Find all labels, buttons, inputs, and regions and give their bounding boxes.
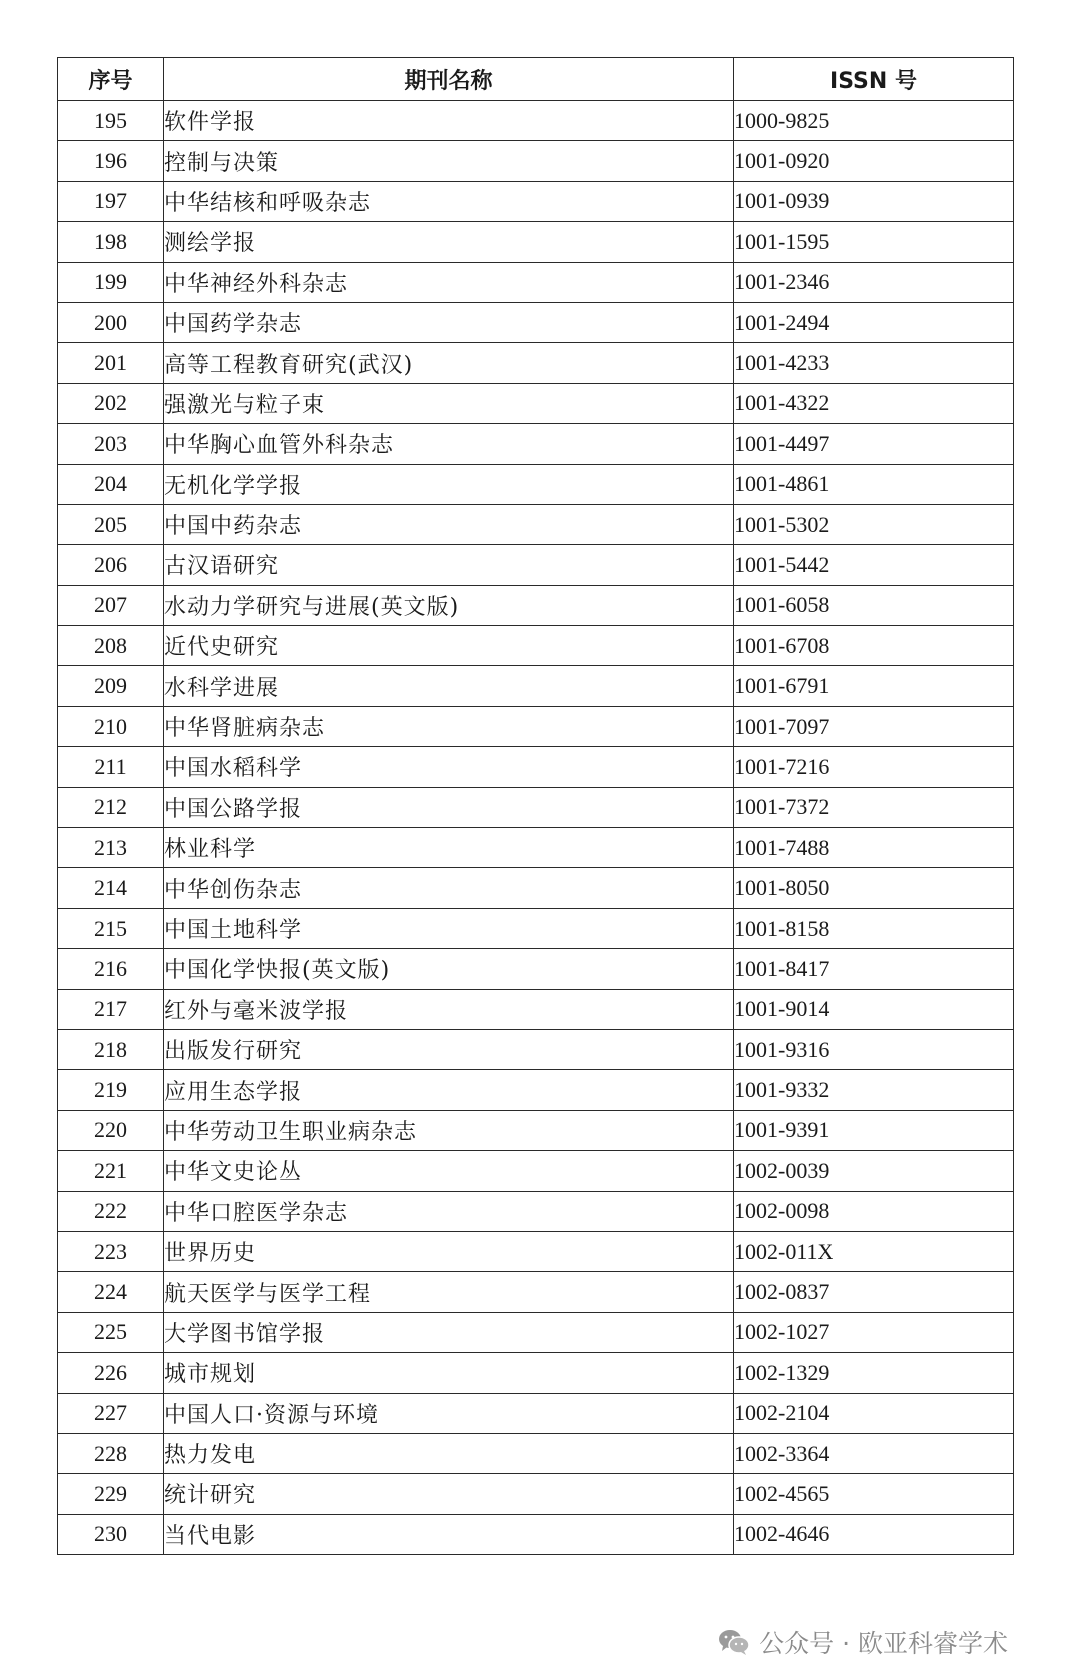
table-row: [58, 666, 1014, 706]
table-row: [58, 908, 1014, 948]
table-row: [58, 1514, 1014, 1554]
cell-serial-number: 203: [58, 424, 164, 464]
cell-journal-name: 中华创伤杂志: [164, 868, 734, 908]
cell-serial-number: 199: [58, 262, 164, 302]
cell-issn: 1001-8417: [734, 949, 1014, 989]
cell-serial-number: 222: [58, 1191, 164, 1231]
wechat-icon: [717, 1628, 751, 1656]
cell-issn: 1002-0098: [734, 1191, 1014, 1231]
cell-serial-number: 227: [58, 1393, 164, 1433]
cell-journal-name: 高等工程教育研究(武汉): [164, 343, 734, 383]
cell-serial-number: 207: [58, 585, 164, 625]
table-row: [58, 1110, 1014, 1150]
table-row: [58, 868, 1014, 908]
table-row: [58, 262, 1014, 302]
header-issn: ISSN 号: [734, 58, 1014, 101]
cell-serial-number: 221: [58, 1151, 164, 1191]
cell-serial-number: 213: [58, 828, 164, 868]
table-row: [58, 464, 1014, 504]
cell-issn: 1001-6791: [734, 666, 1014, 706]
table-row: [58, 1312, 1014, 1352]
cell-serial-number: 214: [58, 868, 164, 908]
table-row: [58, 141, 1014, 181]
table-row: [58, 1433, 1014, 1473]
cell-journal-name: 中华结核和呼吸杂志: [164, 181, 734, 221]
table-row: [58, 949, 1014, 989]
cell-serial-number: 212: [58, 787, 164, 827]
table-row: [58, 1474, 1014, 1514]
table-row: [58, 989, 1014, 1029]
table-row: [58, 626, 1014, 666]
table-row: [58, 222, 1014, 262]
cell-journal-name: 中华劳动卫生职业病杂志: [164, 1110, 734, 1150]
cell-journal-name: 中华胸心血管外科杂志: [164, 424, 734, 464]
table-row: [58, 424, 1014, 464]
cell-issn: 1001-8050: [734, 868, 1014, 908]
table-row: [58, 1393, 1014, 1433]
cell-serial-number: 220: [58, 1110, 164, 1150]
header-journal-name: 期刊名称: [164, 58, 734, 101]
cell-serial-number: 228: [58, 1433, 164, 1473]
cell-serial-number: 195: [58, 101, 164, 141]
cell-journal-name: 林业科学: [164, 828, 734, 868]
cell-journal-name: 水动力学研究与进展(英文版): [164, 585, 734, 625]
cell-issn: 1001-2346: [734, 262, 1014, 302]
cell-issn: 1001-5302: [734, 504, 1014, 544]
cell-serial-number: 217: [58, 989, 164, 1029]
cell-journal-name: 中国土地科学: [164, 908, 734, 948]
cell-issn: 1002-0039: [734, 1151, 1014, 1191]
cell-issn: 1001-8158: [734, 908, 1014, 948]
cell-journal-name: 中华口腔医学杂志: [164, 1191, 734, 1231]
table-header-row: [58, 58, 1014, 101]
cell-serial-number: 210: [58, 706, 164, 746]
cell-issn: 1000-9825: [734, 101, 1014, 141]
cell-issn: 1002-4565: [734, 1474, 1014, 1514]
cell-journal-name: 控制与决策: [164, 141, 734, 181]
table-body: [58, 101, 1014, 1555]
cell-journal-name: 中国药学杂志: [164, 302, 734, 342]
cell-issn: 1001-4322: [734, 383, 1014, 423]
cell-issn: 1002-4646: [734, 1514, 1014, 1554]
table-row: [58, 747, 1014, 787]
cell-serial-number: 211: [58, 747, 164, 787]
cell-journal-name: 世界历史: [164, 1231, 734, 1271]
cell-serial-number: 215: [58, 908, 164, 948]
cell-issn: 1001-1595: [734, 222, 1014, 262]
table-row: [58, 545, 1014, 585]
table-row: [58, 706, 1014, 746]
table-row: [58, 585, 1014, 625]
cell-issn: 1001-4497: [734, 424, 1014, 464]
cell-journal-name: 热力发电: [164, 1433, 734, 1473]
table-row: [58, 504, 1014, 544]
cell-issn: 1001-9316: [734, 1029, 1014, 1069]
cell-journal-name: 出版发行研究: [164, 1029, 734, 1069]
cell-issn: 1001-5442: [734, 545, 1014, 585]
table-row: [58, 1191, 1014, 1231]
cell-issn: 1002-1329: [734, 1353, 1014, 1393]
table-row: [58, 1151, 1014, 1191]
cell-issn: 1002-0837: [734, 1272, 1014, 1312]
cell-serial-number: 208: [58, 626, 164, 666]
cell-serial-number: 224: [58, 1272, 164, 1312]
table-row: [58, 383, 1014, 423]
cell-issn: 1001-4233: [734, 343, 1014, 383]
cell-issn: 1001-7488: [734, 828, 1014, 868]
cell-journal-name: 中国化学快报(英文版): [164, 949, 734, 989]
cell-journal-name: 航天医学与医学工程: [164, 1272, 734, 1312]
cell-serial-number: 206: [58, 545, 164, 585]
cell-journal-name: 城市规划: [164, 1353, 734, 1393]
cell-serial-number: 216: [58, 949, 164, 989]
cell-issn: 1001-6058: [734, 585, 1014, 625]
cell-journal-name: 中华神经外科杂志: [164, 262, 734, 302]
cell-issn: 1001-7216: [734, 747, 1014, 787]
cell-journal-name: 中华文史论丛: [164, 1151, 734, 1191]
table-row: [58, 101, 1014, 141]
table-row: [58, 828, 1014, 868]
cell-journal-name: 无机化学学报: [164, 464, 734, 504]
cell-serial-number: 205: [58, 504, 164, 544]
cell-serial-number: 223: [58, 1231, 164, 1271]
cell-issn: 1002-011X: [734, 1231, 1014, 1271]
cell-issn: 1002-3364: [734, 1433, 1014, 1473]
table-row: [58, 181, 1014, 221]
cell-journal-name: 中国中药杂志: [164, 504, 734, 544]
cell-serial-number: 196: [58, 141, 164, 181]
cell-issn: 1001-9332: [734, 1070, 1014, 1110]
cell-issn: 1002-2104: [734, 1393, 1014, 1433]
cell-serial-number: 201: [58, 343, 164, 383]
cell-journal-name: 大学图书馆学报: [164, 1312, 734, 1352]
table-row: [58, 1231, 1014, 1271]
cell-serial-number: 204: [58, 464, 164, 504]
table-row: [58, 1070, 1014, 1110]
header-serial-number: 序号: [58, 58, 164, 101]
cell-serial-number: 197: [58, 181, 164, 221]
cell-journal-name: 强激光与粒子束: [164, 383, 734, 423]
wechat-watermark: [713, 1626, 1012, 1658]
cell-serial-number: 200: [58, 302, 164, 342]
cell-journal-name: 中国人口·资源与环境: [164, 1393, 734, 1433]
cell-journal-name: 水科学进展: [164, 666, 734, 706]
journal-table: [57, 57, 1014, 1555]
cell-issn: 1001-0920: [734, 141, 1014, 181]
cell-serial-number: 219: [58, 1070, 164, 1110]
cell-issn: 1002-1027: [734, 1312, 1014, 1352]
cell-issn: 1001-7372: [734, 787, 1014, 827]
cell-issn: 1001-0939: [734, 181, 1014, 221]
cell-serial-number: 218: [58, 1029, 164, 1069]
cell-serial-number: 229: [58, 1474, 164, 1514]
cell-serial-number: 202: [58, 383, 164, 423]
cell-serial-number: 198: [58, 222, 164, 262]
table-row: [58, 787, 1014, 827]
cell-issn: 1001-4861: [734, 464, 1014, 504]
cell-issn: 1001-7097: [734, 706, 1014, 746]
cell-serial-number: 225: [58, 1312, 164, 1352]
cell-journal-name: 中华肾脏病杂志: [164, 706, 734, 746]
cell-issn: 1001-2494: [734, 302, 1014, 342]
cell-serial-number: 209: [58, 666, 164, 706]
cell-journal-name: 中国水稻科学: [164, 747, 734, 787]
table-row: [58, 1272, 1014, 1312]
cell-journal-name: 统计研究: [164, 1474, 734, 1514]
cell-issn: 1001-9014: [734, 989, 1014, 1029]
table-row: [58, 1353, 1014, 1393]
cell-journal-name: 红外与毫米波学报: [164, 989, 734, 1029]
table-row: [58, 1029, 1014, 1069]
cell-serial-number: 226: [58, 1353, 164, 1393]
table-row: [58, 302, 1014, 342]
cell-issn: 1001-6708: [734, 626, 1014, 666]
cell-journal-name: 中国公路学报: [164, 787, 734, 827]
cell-journal-name: 软件学报: [164, 101, 734, 141]
cell-journal-name: 应用生态学报: [164, 1070, 734, 1110]
cell-serial-number: 230: [58, 1514, 164, 1554]
watermark-text: 公众号 · 欧亚科睿学术: [759, 1629, 1008, 1658]
cell-journal-name: 古汉语研究: [164, 545, 734, 585]
cell-issn: 1001-9391: [734, 1110, 1014, 1150]
cell-journal-name: 测绘学报: [164, 222, 734, 262]
cell-journal-name: 近代史研究: [164, 626, 734, 666]
table-row: [58, 343, 1014, 383]
cell-journal-name: 当代电影: [164, 1514, 734, 1554]
